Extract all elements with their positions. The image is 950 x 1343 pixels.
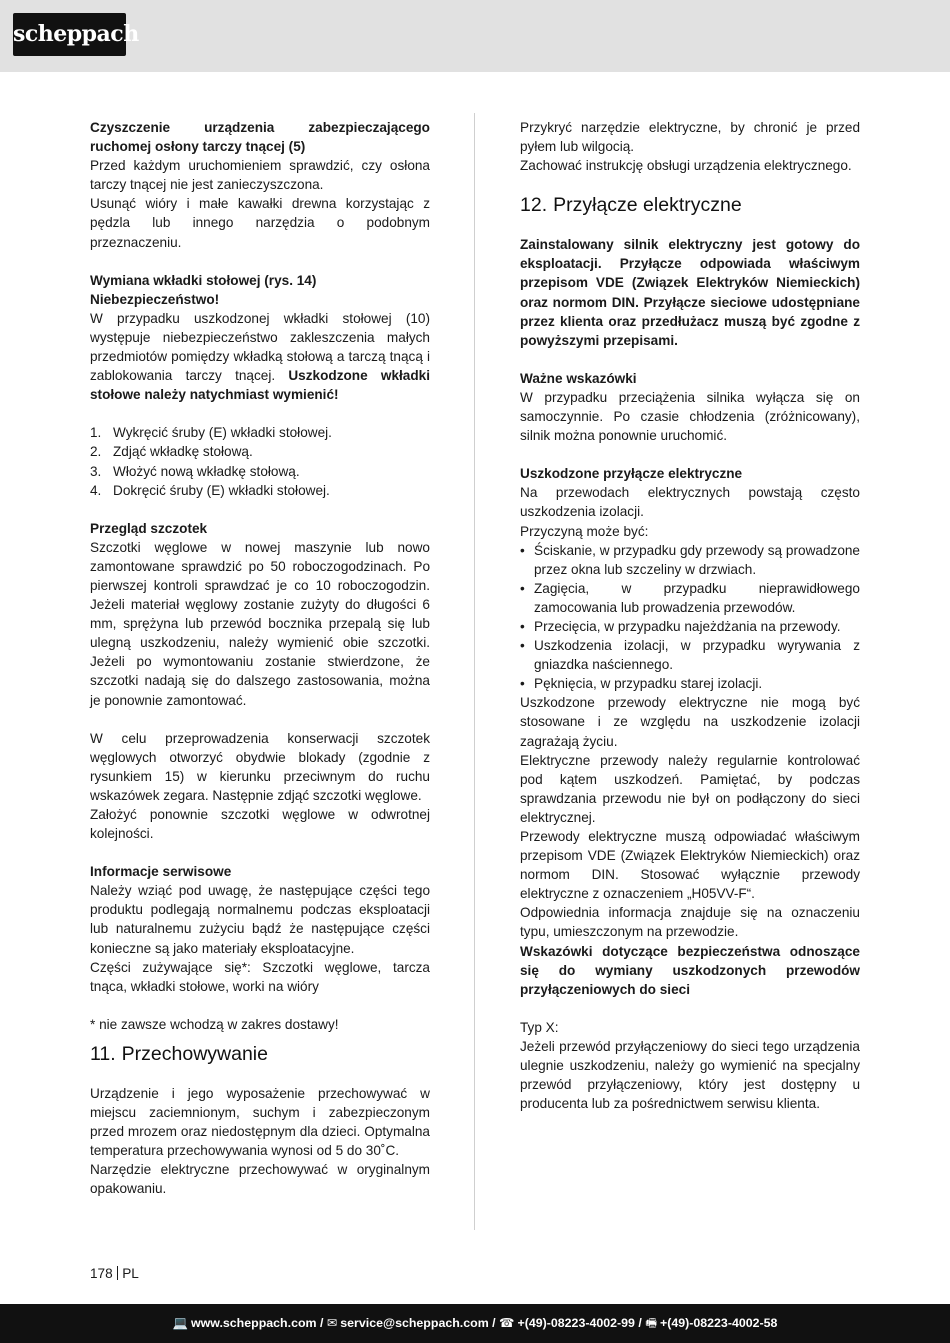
paragraph: Narzędzie elektryczne przechowywać w oryginalnym opakowaniu.: [90, 1162, 430, 1197]
website-link[interactable]: www.scheppach.com: [191, 1316, 317, 1330]
bullet: •: [520, 618, 525, 634]
bullet-text: Uszkodzenia izolacji, w przypadku wyrywania z gniazdka naściennego.: [534, 638, 860, 673]
list-item: [90, 442, 430, 461]
paragraph: Szczotki węglowe w nowej maszynie lub nowo zamontowane sprawdzić po 50 roboczogodzinach. Po pierwszej kontroli sprawdzać je co 10 roboczogodzin. Jeżeli materiał węglowy zostanie zużyty do długości 6 mm, sprężyna lub przewód bocznika przepalą się lub ulegną uszkodzeniu, należy wymienić obie szczotki. Jeżeli po wymontowaniu zostanie stwierdzone, że szczotki nadają się do dalszego zastosowania, można je ponownie zamontować.: [90, 539, 430, 708]
causes-list: [520, 541, 860, 694]
list-item: [90, 481, 430, 500]
page-footer: [0, 1304, 950, 1343]
bullet: •: [520, 638, 525, 654]
step-number: 2.: [90, 444, 102, 460]
paragraph: Uszkodzone przewody elektryczne nie mogą być stosowane i ze względu na uszkodzenie izolacji zagrażają życiu.: [520, 695, 860, 749]
list-item: [520, 579, 860, 617]
section-title-damaged-connection: Uszkodzone przyłącze elektryczne: [520, 466, 743, 482]
phone-number: +(49)-08223-4002-99: [517, 1316, 635, 1330]
step-text: Dokręcić śruby (E) wkładki stołowej.: [113, 482, 330, 498]
fax-icon: 🖷: [645, 1316, 657, 1330]
list-item: [520, 617, 860, 636]
paragraph: Założyć ponownie szczotki węglowe w odwrotnej kolejności.: [90, 807, 430, 842]
paragraph: Przykryć narzędzie elektryczne, by chronić je przed pyłem lub wilgocią.: [520, 120, 860, 155]
column-divider: [474, 113, 475, 1230]
paragraph: Elektryczne przewody należy regularnie kontrolować pod kątem uszkodzeń. Pamiętać, by podczas sprawdzania przewodu nie był on podłączony do sieci elektrycznej.: [520, 752, 860, 825]
left-column: [90, 118, 430, 1199]
right-column: [520, 118, 860, 1113]
step-text: Wykręcić śruby (E) wkładki stołowej.: [113, 425, 332, 441]
bold-intro: Zainstalowany silnik elektryczny jest gotowy do eksploatacji. Przyłącze odpowiada właściwym przepisom VDE (Związek Elektryków Niemieckich) oraz normom DIN. Przyłącze sieciowe udostępniane przez klienta oraz przedłużacz muszą być zgodne z powyższymi przepisami.: [520, 237, 860, 348]
section-title-important-notes: Ważne wskazówki: [520, 370, 637, 386]
section-title-table-insert: Wymiana wkładki stołowej (rys. 14): [90, 272, 317, 288]
paragraph: Urządzenie i jego wyposażenie przechowywać w miejscu zaciemnionym, suchym i zabezpieczonym przed mrozem oraz niedostępnym dla dzieci. Optymalna temperatura przechowywania wynosi od 5 do 30˚C.: [90, 1085, 430, 1159]
list-item: [520, 541, 860, 579]
footnote: * nie zawsze wchodzą w zakres dostawy!: [90, 1016, 339, 1032]
paragraph: Odpowiednia informacja znajduje się na oznaczeniu typu, umieszczonym na przewodzie.: [520, 905, 860, 940]
heading-number: 11.: [90, 1042, 116, 1065]
separator: /: [316, 1316, 327, 1330]
separator: /: [634, 1316, 646, 1330]
bullet: •: [520, 542, 525, 558]
section-title-brushes: Przegląd szczotek: [90, 520, 208, 536]
step-text: Zdjąć wkładkę stołową.: [113, 444, 253, 460]
bullet: •: [520, 676, 525, 692]
list-item: [520, 674, 860, 693]
list-item: [90, 423, 430, 442]
paragraph: Przed każdym uruchomieniem sprawdzić, czy osłona tarczy tnącej nie jest zanieczyszczona.: [90, 158, 430, 193]
page-header: [0, 0, 950, 72]
separator: /: [488, 1316, 500, 1330]
heading-storage: [90, 1042, 430, 1066]
section-title-service: Informacje serwisowe: [90, 864, 232, 880]
page-language: PL: [122, 1266, 139, 1281]
paragraph-text: W przypadku uszkodzonej wkładki stołowej (10) występuje niebezpieczeństwo zakleszczenia małych przedmiotów pomiędzy wkładką stołową a tarczą tnącą i zablokowania tarczy tnącej.: [90, 310, 430, 384]
step-number: 4.: [90, 482, 102, 498]
steps-list: [90, 423, 430, 499]
paragraph: Należy wziąć pod uwagę, że następujące części tego produktu podlegają normalnemu podczas eksploatacji lub naturalnemu zużyciu bądź że następujące części konieczne są jako materiały eksploatacyjne.: [90, 883, 430, 956]
heading-number: 12.: [520, 194, 548, 217]
paragraph: [90, 309, 430, 404]
paragraph: Zachować instrukcję obsługi urządzenia elektrycznego.: [520, 158, 852, 174]
step-text: Włożyć nową wkładkę stołową.: [113, 463, 300, 479]
bullet-text: Przecięcia, w przypadku najeżdżania na przewody.: [534, 618, 841, 634]
list-item: [520, 636, 860, 674]
paragraph: Na przewodach elektrycznych powstają często uszkodzenia izolacji.: [520, 485, 860, 520]
section-title-guard-cleaning: Czyszczenie urządzenia zabezpieczającego ruchomej osłony tarczy tnącej (5): [90, 120, 430, 155]
scheppach-logo: scheppach: [13, 13, 126, 56]
step-number: 1.: [90, 425, 102, 441]
page-number-value: 178: [90, 1266, 113, 1281]
safety-notes-title: Wskazówki dotyczące bezpieczeństwa odnoszące się do wymiany uszkodzonych przewodów przyłączeniowych do sieci: [520, 943, 860, 997]
paragraph: Usunąć wióry i małe kawałki drewna korzystając z pędzla lub innego narzędzia o podobnym przeznaczeniu.: [90, 196, 430, 250]
bullet-text: Zagięcia, w przypadku nieprawidłowego zamocowania lub prowadzenia przewodów.: [534, 580, 860, 615]
paragraph: W celu przeprowadzenia konserwacji szczotek węglowych otworzyć obydwie blokady (zgodnie z rysunkiem 15) w kierunku przeciwnym do ruchu wskazówek zegara. Następnie zdjąć szczotki węglowe.: [90, 730, 430, 803]
paragraph-bold-text: Uszkodzone wkładki stołowe należy natychmiast wymienić!: [90, 368, 430, 403]
fax-number: +(49)-08223-4002-58: [659, 1316, 778, 1330]
paragraph: Części zużywające się*: Szczotki węglowe, tarcza tnąca, wkładki stołowe, worki na wióry: [90, 959, 430, 994]
bullet-text: Ściskanie, w przypadku gdy przewody są prowadzone przez okna lub szczeliny w drzwiach.: [534, 542, 860, 577]
danger-label: Niebezpieczeństwo!: [90, 291, 220, 307]
paragraph: W przypadku przeciążenia silnika wyłącza się on samoczynnie. Po czasie chłodzenia (zróżnicowany), silnik można ponownie uruchomić.: [520, 389, 860, 444]
paragraph: Przyczyną może być:: [520, 523, 649, 539]
bullet: •: [520, 580, 525, 596]
paragraph: Jeżeli przewód przyłączeniowy do sieci tego urządzenia ulegnie uszkodzeniu, należy go wymienić na specjalny przewód przyłączeniowy, który jest dostępny u producenta lub za pośrednictwem serwisu klienta.: [520, 1038, 860, 1112]
list-item: [90, 462, 430, 481]
separator-bar: [117, 1266, 119, 1280]
paragraph: Typ X:: [520, 1019, 559, 1035]
mail-icon: ✉: [326, 1316, 338, 1330]
phone-icon: ☎: [499, 1316, 515, 1330]
heading-text: Przechowywanie: [121, 1042, 268, 1065]
email-link[interactable]: service@scheppach.com: [340, 1316, 489, 1330]
bullet-text: Pęknięcia, w przypadku starej izolacji.: [534, 676, 763, 692]
monitor-icon: 💻: [172, 1316, 188, 1330]
heading-electrical-connection: [520, 193, 860, 217]
step-number: 3.: [90, 463, 102, 479]
heading-text: Przyłącze elektryczne: [553, 194, 742, 217]
paragraph: Przewody elektryczne muszą odpowiadać właściwym przepisom VDE (Związek Elektryków Niemieckich) oraz normom DIN. Stosować wyłącznie przewody elektryczne z oznaczeniem „H05VV-F“.: [520, 829, 860, 902]
page-number: [90, 1266, 139, 1281]
